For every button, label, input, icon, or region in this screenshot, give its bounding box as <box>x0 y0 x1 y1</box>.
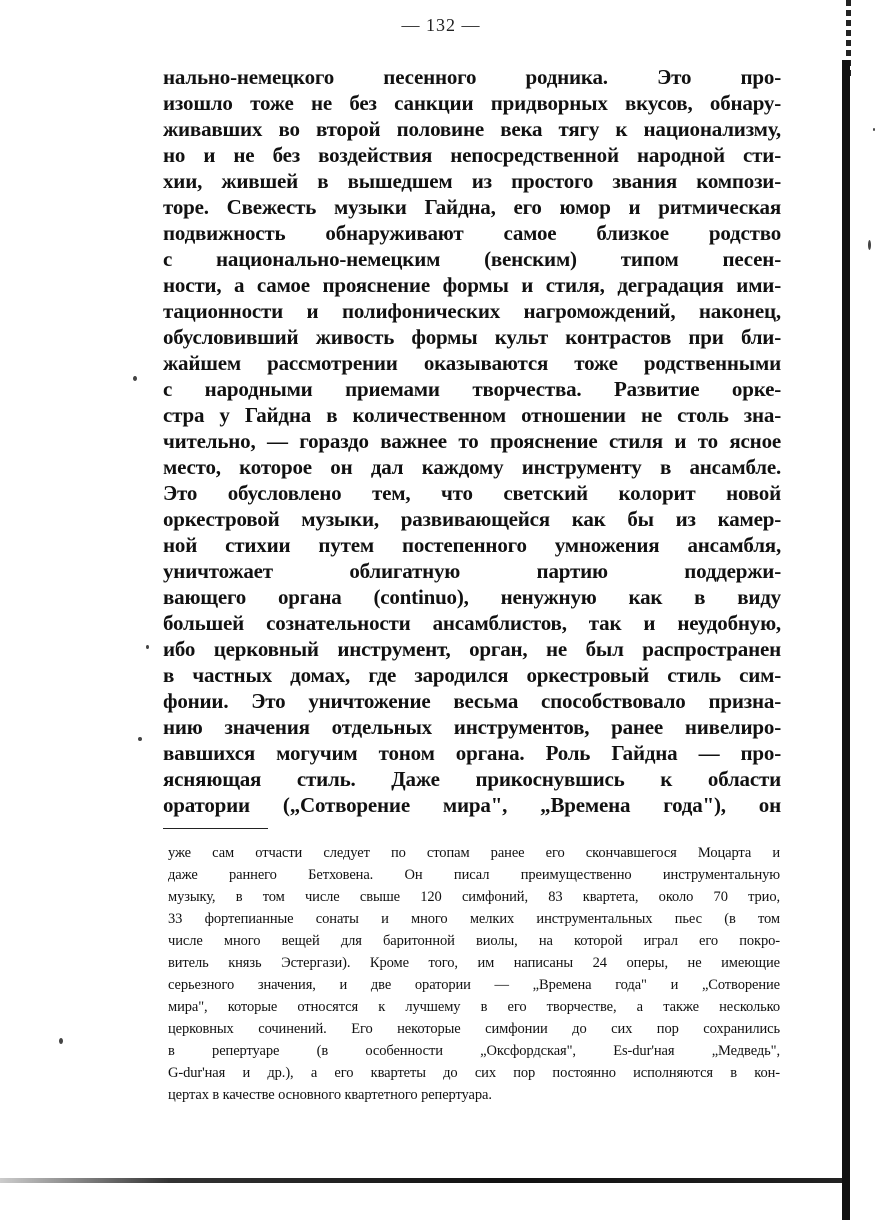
main-text-line: с национально-немецким (венским) типом песен- <box>163 247 781 271</box>
main-text-line: большей сознательности ансамблистов, так и неудобную, <box>163 611 781 635</box>
footnote-rule <box>163 828 268 829</box>
main-text-line: ясняющая стиль. Даже прикоснувшись к области <box>163 767 781 791</box>
footnote-line: G-dur'ная и др.), а его квартеты до сих пор постоянно исполняются в кон- <box>168 1065 780 1081</box>
main-text-line: торе. Свежесть музыки Гайдна, его юмор и ритмическая <box>163 195 781 219</box>
main-text-line: стра у Гайдна в количественном отношении не столь зна- <box>163 403 781 427</box>
main-text-line: живавших во второй половине века тягу к национализму, <box>163 117 781 141</box>
main-text-line: тационности и полифонических нагромождений, наконец, <box>163 299 781 323</box>
scan-speck <box>873 128 875 131</box>
footnote <box>168 842 780 1106</box>
footnote-line: витель князь Эстергази). Кроме того, им написаны 24 оперы, не имеющие <box>168 955 780 971</box>
main-text-line: жайшем рассмотрении оказываются тоже родственными <box>163 351 781 375</box>
footnote-line: даже раннего Бетховена. Он писал преимущественно инструментальную <box>168 867 780 883</box>
scan-bottom-edge <box>0 1178 842 1183</box>
main-text-line: вающего органа (continuo), ненужную как в виду <box>163 585 781 609</box>
main-text-line: обусловивший живость формы культ контрастов при бли- <box>163 325 781 349</box>
main-text-line: место, которое он дал каждому инструменту в ансамбле. <box>163 455 781 479</box>
footnote-line: числе много вещей для баритонной виолы, на которой играл его покро- <box>168 933 780 949</box>
main-text-line: уничтожает облигатную партию поддержи- <box>163 559 781 583</box>
scan-speck <box>138 737 142 741</box>
main-text-line: подвижность обнаруживают самое близкое родство <box>163 221 781 245</box>
footnote-line: серьезного значения, и две оратории — „Времена года" и „Сотворение <box>168 977 780 993</box>
footnote-line: в репертуаре (в особенности „Оксфордская", Es-dur'ная „Медведь", <box>168 1043 780 1059</box>
main-text-line: с народными приемами творчества. Развитие орке- <box>163 377 781 401</box>
scan-right-edge <box>842 60 850 1220</box>
main-text-line: вавшихся могучим тоном органа. Роль Гайдна — про- <box>163 741 781 765</box>
main-text-line: фонии. Это уничтожение весьма способствовало призна- <box>163 689 781 713</box>
footnote-line: мира", которые относятся к лучшему в его творчестве, а также несколько <box>168 999 780 1015</box>
main-text-line: чительно, — гораздо важнее то прояснение стиля и то ясное <box>163 429 781 453</box>
footnote-line: 33 фортепианные сонаты и много мелких инструментальных пьес (в том <box>168 911 780 927</box>
main-text-line: ибо церковный инструмент, орган, не был распространен <box>163 637 781 661</box>
main-text-line: оркестровой музыки, развивающейся как бы из камер- <box>163 507 781 531</box>
main-text-line: но и не без воздействия непосредственной народной сти- <box>163 143 781 167</box>
main-text-line: оратории („Сотворение мира", „Времена года"), он <box>163 793 781 817</box>
main-text-line: хии, жившей в вышедшем из простого звания компози- <box>163 169 781 193</box>
main-text-line: изошло тоже не без санкции придворных вкусов, обнару- <box>163 91 781 115</box>
main-text <box>163 64 781 818</box>
footnote-line: музыку, в том числе свыше 120 симфоний, 83 квартета, около 70 трио, <box>168 889 780 905</box>
scan-speck <box>59 1038 63 1044</box>
page-number: — 132 — <box>401 15 481 35</box>
footnote-line: цертах в качестве основного квартетного репертуара. <box>168 1087 492 1103</box>
main-text-line: нально-немецкого песенного родника. Это про- <box>163 65 781 89</box>
scan-speck <box>146 645 149 649</box>
footnote-line: уже сам отчасти следует по стопам ранее его скончавшегося Моцарта и <box>168 845 780 861</box>
main-text-line: Это обусловлено тем, что светский колорит новой <box>163 481 781 505</box>
main-text-line: в частных домах, где зародился оркестровый стиль сим- <box>163 663 781 687</box>
main-text-line: ной стихии путем постепенного умножения ансамбля, <box>163 533 781 557</box>
main-text-line: нию значения отдельных инструментов, ранее нивелиро- <box>163 715 781 739</box>
scan-speck <box>868 240 871 250</box>
main-text-line: ности, а самое прояснение формы и стиля, деградация ими- <box>163 273 781 297</box>
footnote-line: церковных сочинений. Его некоторые симфонии до сих пор сохранились <box>168 1021 780 1037</box>
scan-speck <box>133 376 137 381</box>
